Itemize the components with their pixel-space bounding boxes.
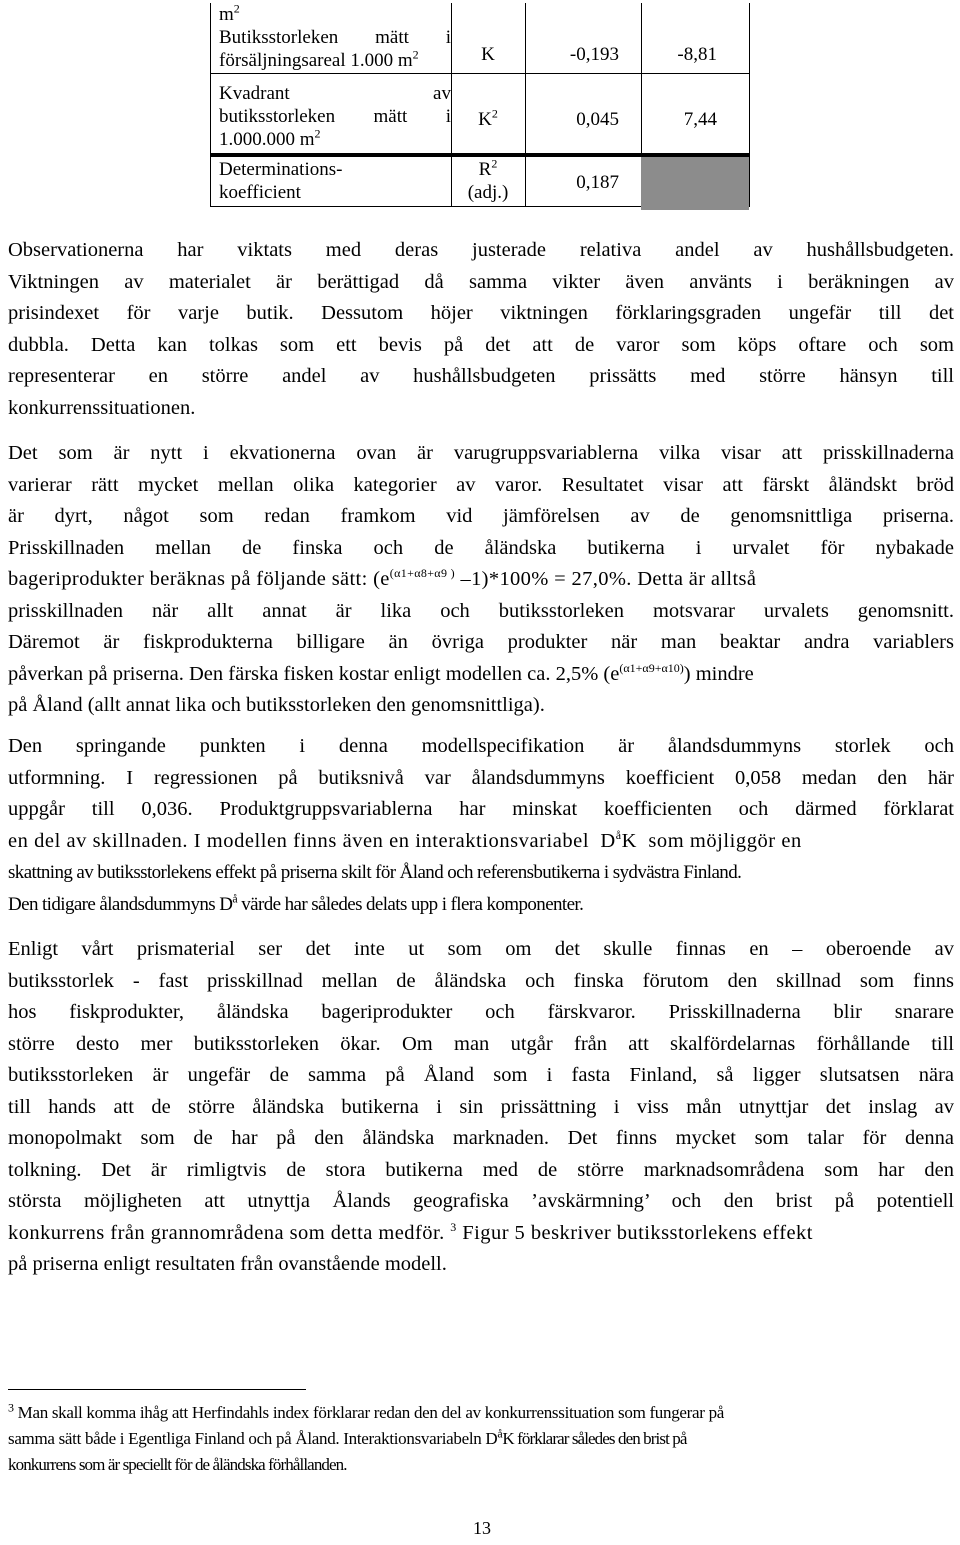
paragraph-price-material [8,934,954,1281]
paragraph-weighting [8,235,954,424]
text-line: representerar en större andel av hushållsbudgeten prissätts med större hänsyn till [8,365,954,387]
formula-suffix: –1)*100% = 27,0%. Detta är alltså [455,568,757,590]
row-t-value: -8,81 [677,44,717,65]
text-line: på Åland (allt annat lika och butiksstorleken den genomsnittliga). [8,694,545,716]
label-top-sup: 2 [233,1,240,16]
paragraph-product-groups [8,438,954,722]
label-line: Determinations- [219,159,343,180]
label-line: 1.000.000 m [219,129,315,150]
row-coefficient: 0,045 [576,109,619,130]
label-top: m [219,4,234,25]
line-suffix: K som möjliggör en [621,829,802,852]
symbol-sup: 2 [491,106,498,121]
text-line: butiksstorleken är ungefär de samma på Åland som i fasta Finland, så ligger slutsatsen nära [8,1064,954,1086]
text-line: utformning. I regressionen på butiksnivå var ålandsdummyns koefficient 0,058 medan den här [8,766,954,789]
footnote-marker: 3 [8,1400,14,1415]
footnote-line [8,1426,954,1452]
formula-exponent: (α1+α8+α9 ) [389,566,455,581]
text-line-formula [8,564,954,596]
text-line: är dyrt, något som redan framkom vid jämförelsen av de genomsnittliga priserna. [8,505,954,527]
text-line: Den springande punkten i denna modellspecifikation är ålandsdummyns storlek och [8,735,954,757]
row-coefficient: -0,193 [569,44,619,65]
text-line: Viktningen av materialet är berättigad då samma vikter även använts i beräkningen av [8,270,954,293]
row-label [219,82,451,151]
footnote-text: K förklarar således den brist på [502,1429,687,1448]
text-line: prisindexet för varje butik. Dessutom höjer viktningen förklaringsgraden ungefär till det [8,302,954,324]
text-line-formula [8,826,954,858]
text-line: skattning av butiksstorlekens effekt på priserna skilt för Åland och referensbutikerna i sydvästra Finland. [8,862,742,883]
row-label [219,158,451,204]
label-line: försäljningsareal 1.000 m [219,50,413,71]
symbol-sup: 2 [491,156,498,171]
line-prefix: konkurrens från grannområdena som detta medför. [8,1221,451,1244]
text-line: dubbla. Detta kan tolkas som ett bevis på det att de varor som köps oftare och som [8,333,954,356]
footnote [8,1400,954,1478]
label-line: koefficient [219,182,301,203]
line-sup: å [232,891,238,906]
formula-suffix: ) mindre [683,662,754,685]
text-line: Prisskillnaden mellan de finska och de åländska butikerna i urvalet för nybakade [8,536,954,559]
footnote-text: samma sätt både i Egentliga Finland och på Åland. Interaktionsvariabeln D [8,1429,498,1448]
row-coefficient: 0,187 [576,172,619,193]
line-sup: å [615,827,622,842]
text-line: hos fiskprodukter, åländska bageriprodukter och färskvaror. Prisskillnaderna blir snarare [8,1001,954,1023]
footnote-sup: å [497,1426,503,1441]
text-line: butiksstorlek - fast prisskillnad mellan de åländska och finska förutom den skillnad som finns [8,969,954,992]
table-row-butiksstorlek [211,3,749,73]
label-line: butiksstorleken mätt i [219,106,451,127]
text-line-footnote-ref [8,1218,954,1250]
line-prefix: Den tidigare ålandsdummyns D [8,893,233,915]
text-line: monopolmakt som de har på den åländska marknaden. Det finns mycket som talar för denna [8,1127,954,1149]
symbol-sub: (adj.) [467,182,509,203]
symbol-text: K [478,109,492,130]
table-row-determination [211,153,749,210]
footnote-line [8,1400,954,1426]
footnote-line: konkurrens som är speciellt för de åländska förhållanden. [8,1455,347,1474]
footnote-rule [8,1389,306,1390]
text-line: Däremot är fiskprodukterna billigare än övriga produkter när man beaktar andra variablers [8,631,954,653]
page-number: 13 [473,1518,491,1538]
text-line: på priserna enligt resultaten från ovanstående modell. [8,1253,447,1275]
row-t-value: 7,44 [683,109,717,130]
text-line: konkurrenssituationen. [8,396,196,419]
row-symbol [451,108,525,131]
row-label [219,3,451,72]
text-line: Observationerna har viktats med deras justerade relativa andel av hushållsbudgeten. [8,239,954,261]
line-prefix: en del av skillnaden. I modellen finns även en interaktionsvariabel D [8,829,616,852]
label-line: Butiksstorleken mätt i [219,27,451,48]
label-line: Kvadrant av [219,83,451,104]
paragraph-aland-dummy [8,731,954,920]
label-sup: 2 [412,47,419,62]
symbol-text: R [478,159,492,180]
formula-prefix: påverkan på priserna. Den färska fisken kostar enligt modellen ca. 2,5% (e [8,662,620,685]
footnote-text: Man skall komma ihåg att Herfindahls index förklarar redan den del av konkurrenssituation som fungerar på [13,1403,725,1422]
formula-exponent: (α1+α9+α10) [619,660,684,675]
regression-table [210,3,750,207]
line-suffix: värde har således delats upp i flera komponenter. [237,893,584,915]
label-sup: 2 [314,126,321,141]
text-line: uppgår till 0,036. Produktgruppsvariablerna har minskat koefficienten och därmed förklarat [8,798,954,820]
text-line-formula [8,659,954,691]
text-line: Enligt vårt prismaterial ser det inte ut som om det skulle finnas en – oberoende av [8,938,954,960]
line-suffix: Figur 5 beskriver butiksstorlekens effekt [456,1221,813,1244]
text-line: största möjligheten att utnyttja Ålands geografiska ’avskärmning’ och den brist på potentiell [8,1190,954,1212]
shaded-cell [641,157,749,210]
text-line-formula [8,889,954,921]
footnote-ref[interactable]: 3 [450,1219,457,1234]
row-symbol [451,158,525,204]
table-row-kvadrant [211,73,749,152]
text-line: varierar rätt mycket mellan olika kategorier av varor. Resultatet visar att färskt åländskt bröd [8,473,954,496]
row-symbol: K [481,44,495,65]
text-line: tolkning. Det är rimligtvis de stora butikerna med de större marknadsområdena som har den [8,1158,954,1181]
text-line: till hands att de större åländska butikerna i sin prissättning i viss mån utnyttjar det inslag av [8,1095,954,1118]
text-line: Det som är nytt i ekvationerna ovan är varugruppsvariablerna vilka visar att prisskillnaderna [8,442,954,464]
text-line: större desto mer butiksstorleken ökar. Om man utgår från att skalfördelarnas förhållande till [8,1032,954,1055]
text-line: prisskillnaden när allt annat är lika och butiksstorleken motsvarar urvalets genomsnitt. [8,599,954,622]
formula-prefix: bageriprodukter beräknas på följande sätt: (e [8,568,390,590]
